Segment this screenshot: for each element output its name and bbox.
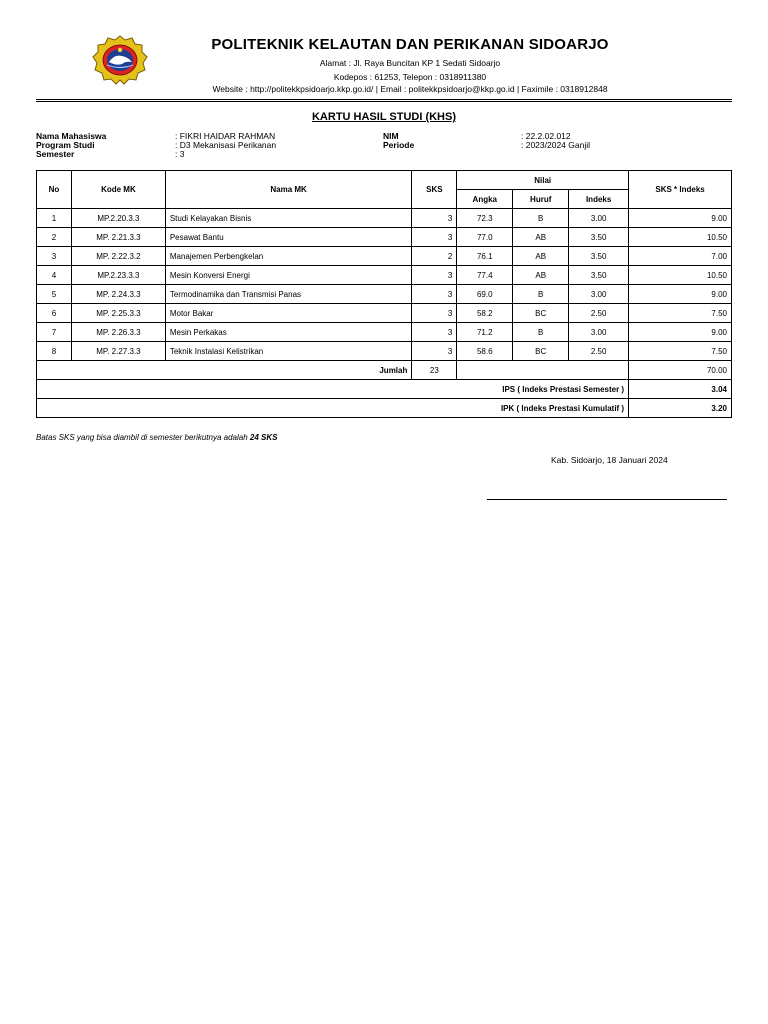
cell-sks-indeks: 7.00: [629, 247, 732, 266]
cell-huruf: AB: [513, 247, 569, 266]
student-info-values-right: [521, 132, 590, 150]
cell-sks-indeks: 9.00: [629, 323, 732, 342]
semester-value: : 3: [175, 149, 185, 159]
cell-kode: MP. 2.26.3.3: [71, 323, 165, 342]
table-row: [37, 342, 732, 361]
cell-angka: 72.3: [457, 209, 513, 228]
cell-angka: 58.6: [457, 342, 513, 361]
cell-sks: 3: [412, 304, 457, 323]
institution-postal-phone: Kodepos : 61253, Telepon : 0318911380: [333, 72, 487, 82]
cell-indeks: 2.50: [569, 342, 629, 361]
header-divider-top: [36, 99, 732, 100]
grades-table: [36, 170, 732, 418]
ipk-row: [37, 399, 732, 418]
cell-sks-indeks: 10.50: [629, 266, 732, 285]
name-value: : FIKRI HAIDAR RAHMAN: [175, 131, 276, 141]
col-header-indeks: Indeks: [569, 190, 629, 209]
cell-no: 6: [37, 304, 72, 323]
cell-nama: Studi Kelayakan Bisnis: [165, 209, 412, 228]
cell-sks: 3: [412, 323, 457, 342]
cell-huruf: B: [513, 323, 569, 342]
cell-no: 2: [37, 228, 72, 247]
cell-sks: 3: [412, 209, 457, 228]
table-row: [37, 323, 732, 342]
jumlah-label: Jumlah: [37, 361, 412, 380]
sks-limit-value: 24 SKS: [249, 433, 278, 442]
cell-sks: 3: [412, 285, 457, 304]
cell-angka: 69.0: [457, 285, 513, 304]
ipk-label: IPK ( Indeks Prestasi Kumulatif ): [37, 399, 629, 418]
table-row: [37, 304, 732, 323]
col-header-nama: Nama MK: [165, 171, 412, 209]
cell-nama: Motor Bakar: [165, 304, 412, 323]
cell-indeks: 3.00: [569, 209, 629, 228]
name-label: Nama Mahasiswa: [36, 131, 107, 141]
cell-nama: Mesin Konversi Energi: [165, 266, 412, 285]
col-header-huruf: Huruf: [513, 190, 569, 209]
semester-label: Semester: [36, 149, 75, 159]
cell-sks: 3: [412, 228, 457, 247]
institution-logo-icon: [92, 34, 148, 86]
sks-limit-note-text: Batas SKS yang bisa diambil di semester berikutnya adalah: [36, 433, 250, 442]
jumlah-sks-indeks: 70.00: [629, 361, 732, 380]
cell-indeks: 2.50: [569, 304, 629, 323]
cell-indeks: 3.50: [569, 247, 629, 266]
student-info-labels-left: [36, 132, 106, 159]
cell-huruf: B: [513, 285, 569, 304]
col-header-sks-indeks: SKS * Indeks: [629, 171, 732, 209]
cell-no: 5: [37, 285, 72, 304]
cell-sks-indeks: 9.00: [629, 209, 732, 228]
total-row: [37, 361, 732, 380]
table-row: [37, 285, 732, 304]
nim-label: NIM: [383, 131, 399, 141]
cell-sks: 2: [412, 247, 457, 266]
table-row: [37, 228, 732, 247]
cell-sks: 3: [412, 266, 457, 285]
cell-huruf: BC: [513, 342, 569, 361]
student-info-labels-right: [383, 132, 414, 150]
col-header-sks: SKS: [412, 171, 457, 209]
sks-limit-note: [36, 433, 277, 442]
periode-value: : 2023/2024 Ganjil: [521, 140, 590, 150]
cell-sks-indeks: 7.50: [629, 304, 732, 323]
cell-no: 4: [37, 266, 72, 285]
header-row: [37, 171, 732, 190]
header-divider-bottom: [36, 101, 732, 102]
col-header-nilai: Nilai: [457, 171, 629, 190]
ips-row: [37, 380, 732, 399]
cell-indeks: 3.50: [569, 228, 629, 247]
cell-angka: 58.2: [457, 304, 513, 323]
col-header-kode: Kode MK: [71, 171, 165, 209]
institution-address: Alamat : Jl. Raya Buncitan KP 1 Sedati Sidoarjo: [319, 58, 501, 68]
col-header-no: No: [37, 171, 72, 209]
table-row: [37, 209, 732, 228]
cell-kode: MP. 2.27.3.3: [71, 342, 165, 361]
cell-no: 1: [37, 209, 72, 228]
ips-label: IPS ( Indeks Prestasi Semester ): [37, 380, 629, 399]
cell-nama: Termodinamika dan Transmisi Panas: [165, 285, 412, 304]
nim-value: : 22.2.02.012: [521, 131, 571, 141]
cell-no: 7: [37, 323, 72, 342]
cell-kode: MP.2.23.3.3: [71, 266, 165, 285]
place-date: Kab. Sidoarjo, 18 Januari 2024: [551, 455, 668, 465]
signature-line: [487, 499, 727, 500]
institution-web-contact: Website : http://politekkpsidoarjo.kkp.go.id/ | Email : politekkpsidoarjo@kkp.go.id | Faximile : 0318912848: [212, 84, 608, 94]
cell-kode: MP. 2.24.3.3: [71, 285, 165, 304]
cell-indeks: 3.00: [569, 285, 629, 304]
student-info-values-left: [175, 132, 276, 159]
cell-huruf: AB: [513, 228, 569, 247]
grade-rows: [37, 209, 732, 361]
cell-sks-indeks: 10.50: [629, 228, 732, 247]
cell-sks-indeks: 7.50: [629, 342, 732, 361]
cell-angka: 71.2: [457, 323, 513, 342]
cell-nama: Mesin Perkakas: [165, 323, 412, 342]
cell-angka: 77.4: [457, 266, 513, 285]
periode-label: Periode: [383, 140, 415, 150]
cell-kode: MP.2.20.3.3: [71, 209, 165, 228]
cell-sks-indeks: 9.00: [629, 285, 732, 304]
col-header-angka: Angka: [457, 190, 513, 209]
document-title: KARTU HASIL STUDI (KHS): [311, 111, 456, 123]
cell-nama: Manajemen Perbengkelan: [165, 247, 412, 266]
cell-kode: MP. 2.25.3.3: [71, 304, 165, 323]
program-value: : D3 Mekanisasi Perikanan: [175, 140, 277, 150]
ips-value: 3.04: [629, 380, 732, 399]
cell-huruf: BC: [513, 304, 569, 323]
cell-indeks: 3.50: [569, 266, 629, 285]
cell-kode: MP. 2.21.3.3: [71, 228, 165, 247]
cell-angka: 76.1: [457, 247, 513, 266]
cell-nama: Teknik Instalasi Kelistrikan: [165, 342, 412, 361]
table-row: [37, 247, 732, 266]
cell-angka: 77.0: [457, 228, 513, 247]
institution-name: POLITEKNIK KELAUTAN DAN PERIKANAN SIDOARJO: [211, 36, 609, 53]
cell-kode: MP. 2.22.3.2: [71, 247, 165, 266]
cell-no: 3: [37, 247, 72, 266]
cell-indeks: 3.00: [569, 323, 629, 342]
cell-huruf: AB: [513, 266, 569, 285]
cell-huruf: B: [513, 209, 569, 228]
ipk-value: 3.20: [629, 399, 732, 418]
table-row: [37, 266, 732, 285]
cell-sks: 3: [412, 342, 457, 361]
jumlah-sks: 23: [412, 361, 457, 380]
total-blank: [457, 361, 629, 380]
cell-nama: Pesawat Bantu: [165, 228, 412, 247]
cell-no: 8: [37, 342, 72, 361]
program-label: Program Studi: [36, 140, 95, 150]
